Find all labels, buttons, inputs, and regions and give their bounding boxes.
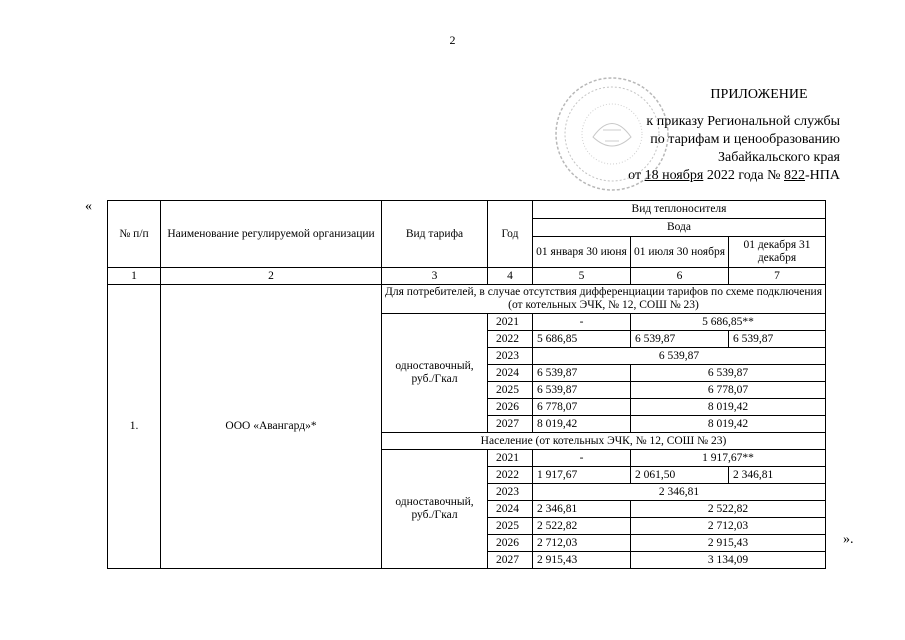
- header-period-1: 01 января 30 июня: [533, 237, 631, 268]
- value-cell: 6 539,87: [533, 382, 631, 399]
- value-cell: 6 539,87: [631, 331, 729, 348]
- year-cell: 2024: [488, 365, 533, 382]
- year-cell: 2022: [488, 331, 533, 348]
- value-cell: 2 346,81: [533, 484, 826, 501]
- appendix-line-1: к приказу Региональной службы: [646, 114, 840, 129]
- order-number: 822: [784, 168, 805, 183]
- value-cell: 2 522,82: [631, 501, 826, 518]
- value-cell: 6 539,87: [729, 331, 826, 348]
- value-cell: 5 686,85**: [631, 314, 826, 331]
- value-cell: 2 712,03: [533, 535, 631, 552]
- section-1-title: Для потребителей, в случае отсутствия дифференциации тарифов по схеме подключения (от котельных ЭЧК, № 12, СОШ № 23): [382, 285, 826, 314]
- value-cell: 1 917,67**: [631, 450, 826, 467]
- appendix-header: [600, 86, 860, 185]
- value-cell: 6 778,07: [533, 399, 631, 416]
- year-cell: 2023: [488, 348, 533, 365]
- header-num: № п/п: [108, 201, 161, 268]
- value-cell: -: [533, 314, 631, 331]
- value-cell: 6 539,87: [533, 348, 826, 365]
- row-number: 1.: [108, 285, 161, 569]
- year-cell: 2026: [488, 535, 533, 552]
- organization-name: ООО «Авангард»*: [161, 285, 382, 569]
- year-cell: 2023: [488, 484, 533, 501]
- order-date: 18 ноября: [644, 168, 704, 183]
- appendix-line-3: Забайкальского края: [717, 150, 840, 165]
- value-cell: 2 061,50: [631, 467, 729, 484]
- year-cell: 2027: [488, 416, 533, 433]
- value-cell: 2 915,43: [533, 552, 631, 569]
- header-org: Наименование регулируемой организации: [161, 201, 382, 268]
- column-number-row: [108, 268, 826, 285]
- value-cell: 6 539,87: [533, 365, 631, 382]
- year-cell: 2021: [488, 314, 533, 331]
- value-cell: 8 019,42: [631, 399, 826, 416]
- value-cell: 2 712,03: [631, 518, 826, 535]
- col-num-3: 3: [382, 268, 488, 285]
- value-cell: 2 915,43: [631, 535, 826, 552]
- value-cell: 6 539,87: [631, 365, 826, 382]
- header-year: Год: [488, 201, 533, 268]
- section-2-title: Население (от котельных ЭЧК, № 12, СОШ № 23): [382, 433, 826, 450]
- header-period-3: 01 декабря 31 декабря: [729, 237, 826, 268]
- value-cell: 2 522,82: [533, 518, 631, 535]
- page-number: 2: [449, 33, 456, 47]
- appendix-title: ПРИЛОЖЕНИЕ: [710, 87, 808, 102]
- tariff-table: [107, 200, 826, 569]
- year-cell: 2025: [488, 382, 533, 399]
- tariff-type-2: одноставочный, руб./Гкал: [382, 450, 488, 569]
- year-cell: 2026: [488, 399, 533, 416]
- value-cell: -: [533, 450, 631, 467]
- tariff-type-1: одноставочный, руб./Гкал: [382, 314, 488, 433]
- col-num-6: 6: [631, 268, 729, 285]
- header-period-2: 01 июля 30 ноября: [631, 237, 729, 268]
- value-cell: 1 917,67: [533, 467, 631, 484]
- value-cell: 8 019,42: [631, 416, 826, 433]
- header-water: Вода: [533, 219, 826, 237]
- year-cell: 2027: [488, 552, 533, 569]
- value-cell: 8 019,42: [533, 416, 631, 433]
- opening-quote: «: [85, 199, 92, 214]
- value-cell: 2 346,81: [729, 467, 826, 484]
- appendix-line-2: по тарифам и ценообразованию: [650, 132, 840, 147]
- year-cell: 2025: [488, 518, 533, 535]
- value-cell: 6 778,07: [631, 382, 826, 399]
- col-num-2: 2: [161, 268, 382, 285]
- header-tariff-type: Вид тарифа: [382, 201, 488, 268]
- col-num-7: 7: [729, 268, 826, 285]
- value-cell: 3 134,09: [631, 552, 826, 569]
- col-num-4: 4: [488, 268, 533, 285]
- closing-quote: ».: [843, 532, 854, 547]
- year-cell: 2022: [488, 467, 533, 484]
- appendix-date-line: от 18 ноября 2022 года № 822-НПА: [628, 168, 840, 183]
- value-cell: 5 686,85: [533, 331, 631, 348]
- year-cell: 2024: [488, 501, 533, 518]
- col-num-1: 1: [108, 268, 161, 285]
- value-cell: 2 346,81: [533, 501, 631, 518]
- year-cell: 2021: [488, 450, 533, 467]
- header-coolant-type: Вид теплоносителя: [533, 201, 826, 219]
- col-num-5: 5: [533, 268, 631, 285]
